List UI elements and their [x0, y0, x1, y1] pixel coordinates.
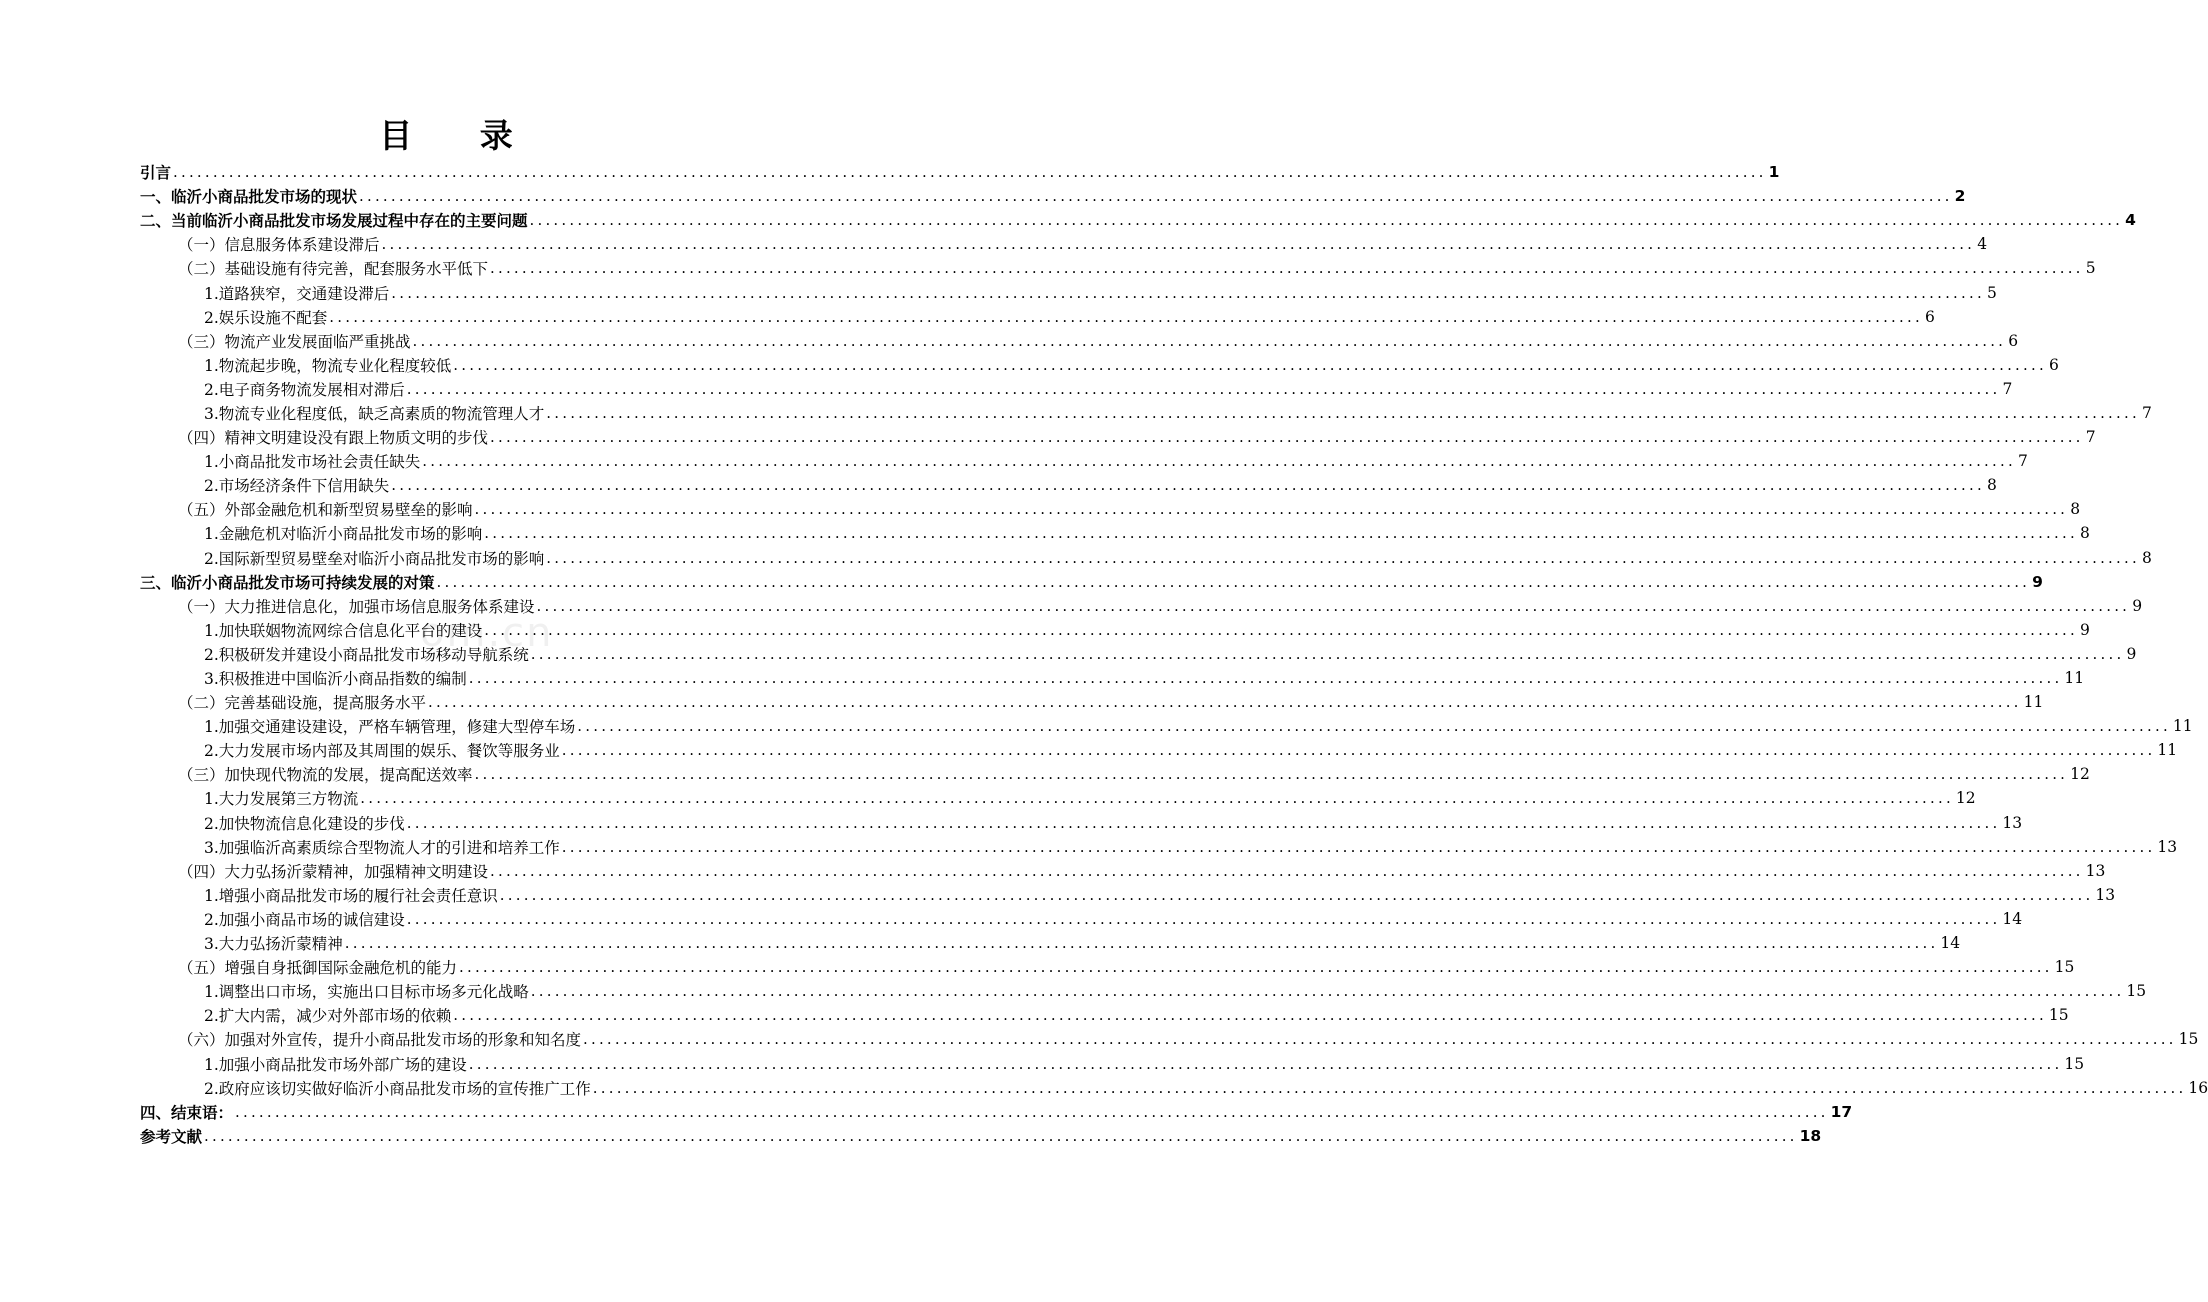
toc-entry-title: 2.加快物流信息化建设的步伐 [204, 814, 405, 833]
toc-entry-title: （六）加强对外宣传，提升小商品批发市场的形象和知名度 [178, 1031, 582, 1050]
toc-entry-title: 1.大力发展第三方物流 [204, 790, 359, 809]
toc-entry-page: 6 [2008, 331, 2019, 350]
toc-entry-title: 1.物流起步晚，物流专业化程度较低 [204, 356, 452, 375]
toc-entry-page: 12 [1955, 789, 1976, 808]
dot-leader: ........................................................................................................................................................................................................ [474, 765, 2069, 784]
toc-entry-page: 8 [1987, 476, 1997, 495]
dot-leader: ........................................................................................................................................................................................................ [583, 1030, 2177, 1049]
toc-entry[interactable] [140, 546, 2152, 570]
toc-entry-page: 8 [2142, 548, 2152, 567]
toc-entry-title: 2.扩大内需，减少对外部市场的依赖 [204, 1007, 452, 1026]
toc-entry-page: 9 [2032, 572, 2043, 591]
toc-entry-page: 11 [2023, 693, 2044, 712]
toc-entry-title: 1.加强交通建设建设，严格车辆管理，修建大型停车场 [204, 718, 576, 737]
toc-entry-page: 13 [2002, 813, 2023, 832]
dot-leader: ........................................................................................................................................................................................................ [406, 909, 2001, 928]
dot-leader: ........................................................................................................................................................................................................ [490, 861, 2084, 880]
toc-entry-title: 2.电子商务物流发展相对滞后 [204, 380, 405, 399]
toc-entry-page: 7 [2085, 428, 2096, 447]
toc-entry-page: 2 [1954, 187, 1966, 206]
dot-leader: ........................................................................................................................................................................................................ [592, 1078, 2187, 1097]
toc-entry[interactable] [140, 883, 2116, 907]
toc-entry-page: 14 [2002, 909, 2023, 928]
dot-leader: ........................................................................................................................................................................................................ [484, 524, 2078, 543]
toc-entry-title: 1.增强小商品批发市场的履行社会责任意识 [204, 886, 498, 905]
toc-entry[interactable] [140, 425, 2096, 449]
toc-entry-title: （二）完善基础设施，提高服务水平 [178, 694, 427, 713]
toc-entry-title: 参考文献 [140, 1127, 203, 1146]
watermark: om.cn [420, 610, 554, 656]
dot-leader: ........................................................................................................................................................................................................ [204, 1126, 1798, 1145]
dot-leader: ........................................................................................................................................................................................................ [428, 693, 2022, 712]
toc-entry-page: 12 [2070, 765, 2090, 784]
dot-leader: ........................................................................................................................................................................................................ [406, 813, 2001, 832]
dot-leader: ........................................................................................................................................................................................................ [490, 428, 2084, 447]
dot-leader: ........................................................................................................................................................................................................ [453, 1006, 2047, 1025]
toc-entry-title: 2.政府应该切实做好临沂小商品批发市场的宣传推广工作 [204, 1079, 591, 1098]
dot-leader: ........................................................................................................................................................................................................ [484, 620, 2078, 639]
dot-leader: ........................................................................................................................................................................................................ [561, 837, 2156, 856]
dot-leader: ........................................................................................................................................................................................................ [490, 259, 2084, 278]
toc-entry-page: 15 [2126, 982, 2147, 1001]
toc-entry-page: 15 [2048, 1006, 2069, 1025]
toc-entry[interactable] [140, 859, 2106, 883]
toc-entry-title: 2.积极研发并建设小商品批发市场移动导航系统 [204, 645, 529, 664]
toc-entry[interactable] [140, 738, 2178, 762]
toc-entry-title: 2.大力发展市场内部及其周围的娱乐、餐饮等服务业 [204, 742, 560, 761]
toc-entry-title: 3.物流专业化程度低，缺乏高素质的物流管理人才 [204, 404, 545, 423]
toc-entry[interactable] [140, 762, 2090, 786]
toc-entry-title: （一）信息服务体系建设滞后 [178, 236, 380, 255]
toc-entry-page: 7 [2018, 452, 2028, 471]
toc-entry-title: 3.积极推进中国临沂小商品指数的编制 [204, 670, 467, 689]
toc-entry[interactable] [140, 1100, 1853, 1124]
toc-entry-page: 8 [2080, 524, 2090, 543]
toc-entry[interactable] [140, 521, 2090, 545]
toc-entry-page: 15 [2064, 1054, 2085, 1073]
dot-leader: ........................................................................................................................................................................................................ [329, 307, 1923, 326]
toc-entry[interactable] [140, 184, 1966, 208]
toc-entry[interactable] [140, 377, 2013, 401]
toc-entry-page: 18 [1799, 1126, 1822, 1145]
toc-entry-page: 7 [2142, 403, 2152, 422]
toc-entry-page: 8 [2070, 500, 2081, 519]
toc-entry[interactable] [140, 1076, 2208, 1100]
toc-entry-title: 3.加强临沂高素质综合型物流人才的引进和培养工作 [204, 838, 560, 857]
toc-entry[interactable] [140, 401, 2152, 425]
toc-entry[interactable] [140, 232, 1988, 256]
toc-entry-title: （四）精神文明建设没有跟上物质文明的步伐 [178, 429, 489, 448]
toc-entry-title: 三、临沂小商品批发市场可持续发展的对策 [140, 573, 435, 592]
toc-entry-page: 13 [2095, 885, 2116, 904]
toc-entry-title: 3.大力弘扬沂蒙精神 [204, 935, 343, 954]
toc-entry-title: （三）物流产业发展面临严重挑战 [178, 332, 411, 351]
dot-leader: ........................................................................................................................................................................................................ [235, 1102, 1829, 1121]
dot-leader: ........................................................................................................................................................................................................ [173, 163, 1767, 182]
toc-entry[interactable] [140, 473, 1997, 497]
toc-entry-page: 6 [2049, 355, 2059, 374]
toc-entry-title: 二、当前临沂小商品批发市场发展过程中存在的主要问题 [140, 212, 528, 231]
dot-leader: ........................................................................................................................................................................................................ [530, 644, 2125, 663]
toc-entry-title: 1.小商品批发市场社会责任缺失 [204, 453, 421, 472]
toc-entry-title: 1.调整出口市场，实施出口目标市场多元化战略 [204, 983, 529, 1002]
table-of-contents [140, 160, 2208, 1148]
toc-entry-title: （四）大力弘扬沂蒙精神，加强精神文明建设 [178, 862, 489, 881]
toc-entry-page: 7 [2002, 379, 2013, 398]
toc-entry-page: 16 [2188, 1078, 2208, 1097]
toc-entry[interactable] [140, 329, 2019, 353]
toc-entry[interactable] [140, 907, 2023, 931]
toc-entry-page: 1 [1768, 163, 1780, 182]
toc-entry[interactable] [140, 1027, 2199, 1051]
dot-leader: ........................................................................................................................................................................................................ [391, 283, 1985, 302]
toc-entry-title: （五）外部金融危机和新型贸易壁垒的影响 [178, 501, 473, 520]
toc-entry-page: 9 [2126, 644, 2137, 663]
dot-leader: ........................................................................................................................................................................................................ [406, 379, 2001, 398]
toc-entry[interactable] [140, 256, 2096, 280]
toc-entry-page: 15 [2054, 958, 2075, 977]
toc-entry-title: 四、结束语： [140, 1103, 234, 1122]
toc-entry[interactable] [140, 1124, 1822, 1148]
toc-entry-title: 2.市场经济条件下信用缺失 [204, 477, 390, 496]
dot-leader: ........................................................................................................................................................................................................ [459, 958, 2053, 977]
toc-entry-title: 1.金融危机对临沂小商品批发市场的影响 [204, 525, 483, 544]
toc-entry[interactable] [140, 666, 2085, 690]
dot-leader: ........................................................................................................................................................................................................ [468, 1054, 2063, 1073]
dot-leader: ........................................................................................................................................................................................................ [577, 717, 2171, 736]
toc-entry[interactable] [140, 280, 1997, 304]
toc-entry[interactable] [140, 570, 2043, 594]
dot-leader: ........................................................................................................................................................................................................ [422, 452, 2016, 471]
toc-entry[interactable] [140, 449, 2028, 473]
toc-entry-title: 2.国际新型贸易壁垒对临沂小商品批发市场的影响 [204, 549, 545, 568]
toc-entry[interactable] [140, 955, 2075, 979]
dot-leader: ........................................................................................................................................................................................................ [391, 476, 1985, 495]
toc-entry-title: 引言 [140, 164, 172, 183]
toc-entry[interactable] [140, 160, 1780, 184]
toc-entry-page: 13 [2085, 861, 2106, 880]
toc-entry-page: 11 [2064, 669, 2085, 688]
toc-entry-page: 4 [2125, 211, 2136, 230]
toc-entry-page: 9 [2080, 620, 2090, 639]
toc-entry-title: 1.加强小商品批发市场外部广场的建设 [204, 1055, 467, 1074]
dot-leader: ........................................................................................................................................................................................................ [359, 187, 1953, 206]
toc-entry[interactable] [140, 594, 2143, 618]
toc-entry-page: 5 [1987, 283, 1997, 302]
toc-entry-page: 13 [2157, 837, 2178, 856]
toc-entry-page: 17 [1830, 1102, 1853, 1121]
toc-entry-title: （一）大力推进信息化，加强市场信息服务体系建设 [178, 597, 535, 616]
toc-entry-page: 6 [1925, 307, 1935, 326]
toc-entry-title: （三）加快现代物流的发展，提高配送效率 [178, 766, 473, 785]
dot-leader: ........................................................................................................................................................................................................ [468, 669, 2063, 688]
toc-entry[interactable] [140, 835, 2178, 859]
dot-leader: ........................................................................................................................................................................................................ [499, 885, 2094, 904]
toc-entry[interactable] [140, 931, 1961, 955]
dot-leader: ........................................................................................................................................................................................................ [344, 934, 1939, 953]
toc-entry[interactable] [140, 305, 1935, 329]
toc-entry[interactable] [140, 979, 2147, 1003]
dot-leader: ........................................................................................................................................................................................................ [561, 741, 2156, 760]
dot-leader: ........................................................................................................................................................................................................ [360, 789, 1954, 808]
dot-leader: ........................................................................................................................................................................................................ [381, 235, 1976, 254]
toc-entry[interactable] [140, 1051, 2085, 1075]
toc-entry-page: 14 [1940, 934, 1961, 953]
dot-leader: ........................................................................................................................................................................................................ [436, 572, 2031, 591]
toc-entry-title: 2.加强小商品市场的诚信建设 [204, 910, 405, 929]
toc-entry-title: 1.加快联姻物流网综合信息化平台的建设 [204, 621, 483, 640]
toc-entry-title: 2.娱乐设施不配套 [204, 308, 328, 327]
toc-entry-title: 一、临沂小商品批发市场的现状 [140, 188, 358, 207]
toc-entry-page: 11 [2157, 741, 2178, 760]
dot-leader: ........................................................................................................................................................................................................ [546, 548, 2140, 567]
toc-entry[interactable] [140, 811, 2023, 835]
toc-entry-page: 9 [2132, 596, 2143, 615]
toc-entry-page: 15 [2178, 1030, 2199, 1049]
toc-entry-title: 1.道路狭窄，交通建设滞后 [204, 284, 390, 303]
dot-leader: ........................................................................................................................................................................................................ [412, 331, 2007, 350]
toc-entry[interactable] [140, 786, 1976, 810]
toc-entry[interactable] [140, 618, 2090, 642]
dot-leader: ........................................................................................................................................................................................................ [453, 355, 2047, 374]
dot-leader: ........................................................................................................................................................................................................ [530, 982, 2125, 1001]
toc-entry-page: 11 [2172, 717, 2193, 736]
page-title: 目 录 [379, 116, 541, 155]
toc-entry-title: （二）基础设施有待完善，配套服务水平低下 [178, 260, 489, 279]
toc-entry[interactable] [140, 353, 2059, 377]
toc-entry-page: 5 [2085, 259, 2096, 278]
toc-entry[interactable] [140, 497, 2081, 521]
toc-entry-page: 4 [1977, 235, 1988, 254]
toc-entry[interactable] [140, 642, 2137, 666]
toc-entry[interactable] [140, 1003, 2069, 1027]
toc-entry[interactable] [140, 208, 2136, 232]
toc-entry[interactable] [140, 714, 2193, 738]
toc-entry-title: （五）增强自身抵御国际金融危机的能力 [178, 959, 458, 978]
dot-leader: ........................................................................................................................................................................................................ [474, 500, 2069, 519]
dot-leader: ........................................................................................................................................................................................................ [546, 403, 2140, 422]
dot-leader: ........................................................................................................................................................................................................ [536, 596, 2131, 615]
toc-entry[interactable] [140, 690, 2044, 714]
dot-leader: ........................................................................................................................................................................................................ [529, 211, 2124, 230]
